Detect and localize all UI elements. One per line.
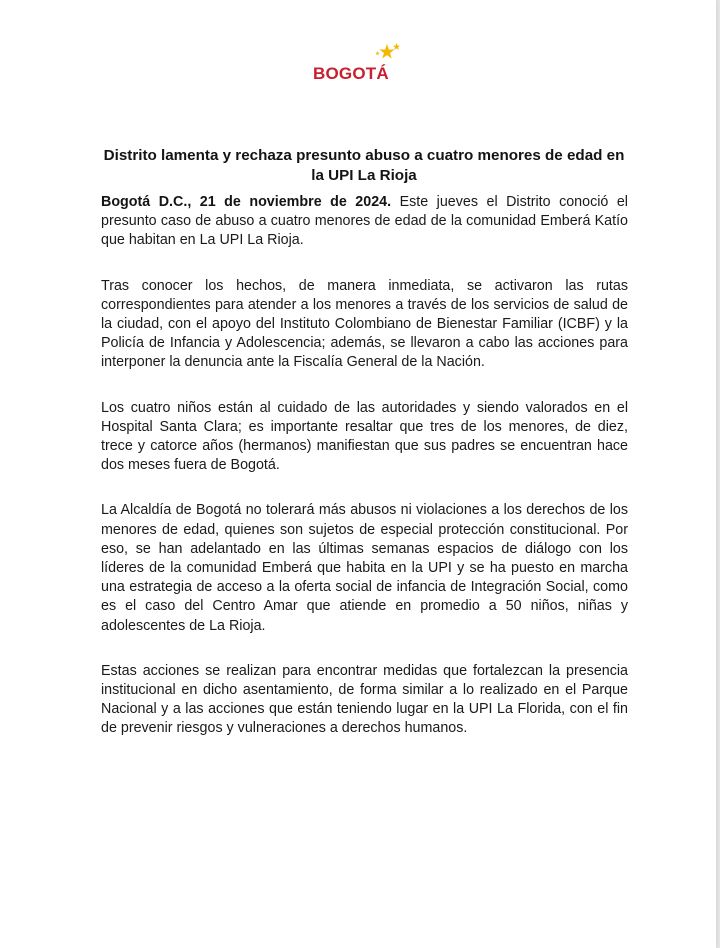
- bogota-logo: [313, 42, 409, 92]
- tiny-star-shape: [375, 51, 379, 55]
- dateline: Bogotá D.C., 21 de noviembre de 2024.: [101, 194, 392, 210]
- logo-text: BOGOTÁ: [313, 64, 389, 83]
- paragraph-4: La Alcaldía de Bogotá no tolerará más abusos ni violaciones a los derechos de los menores de edad, quienes son sujetos de especial protección constitucional. Por eso, se han adelantado en las últimas semanas espacios de diálogo con los líderes de la comunidad Emberá que habita en la UPI y se ha puesto en marcha una estrategia de acceso a la oferta social de infancia de Integración Social, como es el caso del Centro Amar que atiende en promedio a 50 niños, niñas y adolescentes de La Rioja.: [101, 502, 628, 634]
- document-body: [101, 193, 628, 765]
- small-star-shape: [393, 43, 400, 50]
- press-release-title: Distrito lamenta y rechaza presunto abuso a cuatro menores de edad en la UPI La Rioja: [103, 147, 625, 184]
- paragraph-1: [101, 193, 628, 251]
- paragraph-3: Los cuatro niños están al cuidado de las autoridades y siendo valorados en el Hospital Santa Clara; es importante resaltar que tres de los menores, de diez, trece y catorce años (hermanos) manifiestan que sus padres se encuentran hace dos meses fuera de Bogotá.: [101, 399, 628, 474]
- paragraph-1-text: Este jueves el Distrito conoció el presunto caso de abuso a cuatro menores de edad de la comunidad Emberá Katío que habitan en La UPI La Rioja.: [101, 194, 628, 249]
- paragraph-5: Estas acciones se realizan para encontrar medidas que fortalezcan la presencia institucional en dicho asentamiento, de forma similar a lo realizado en el Parque Nacional y a las acciones que están teniendo lugar en la UPI La Florida, con el fin de prevenir riesgos y vulneraciones a derechos humanos.: [101, 662, 628, 737]
- large-star-shape: [379, 44, 394, 59]
- paragraph-2: Tras conocer los hechos, de manera inmediata, se activaron las rutas correspondientes para atender a los menores a través de los servicios de salud de la ciudad, con el apoyo del Instituto Colombiano de Bienestar Familiar (ICBF) y la Policía de Infancia y Adolescencia; además, se llevaron a cabo las acciones para interponer la denuncia ante la Fiscalía General de la Nación.: [101, 277, 628, 371]
